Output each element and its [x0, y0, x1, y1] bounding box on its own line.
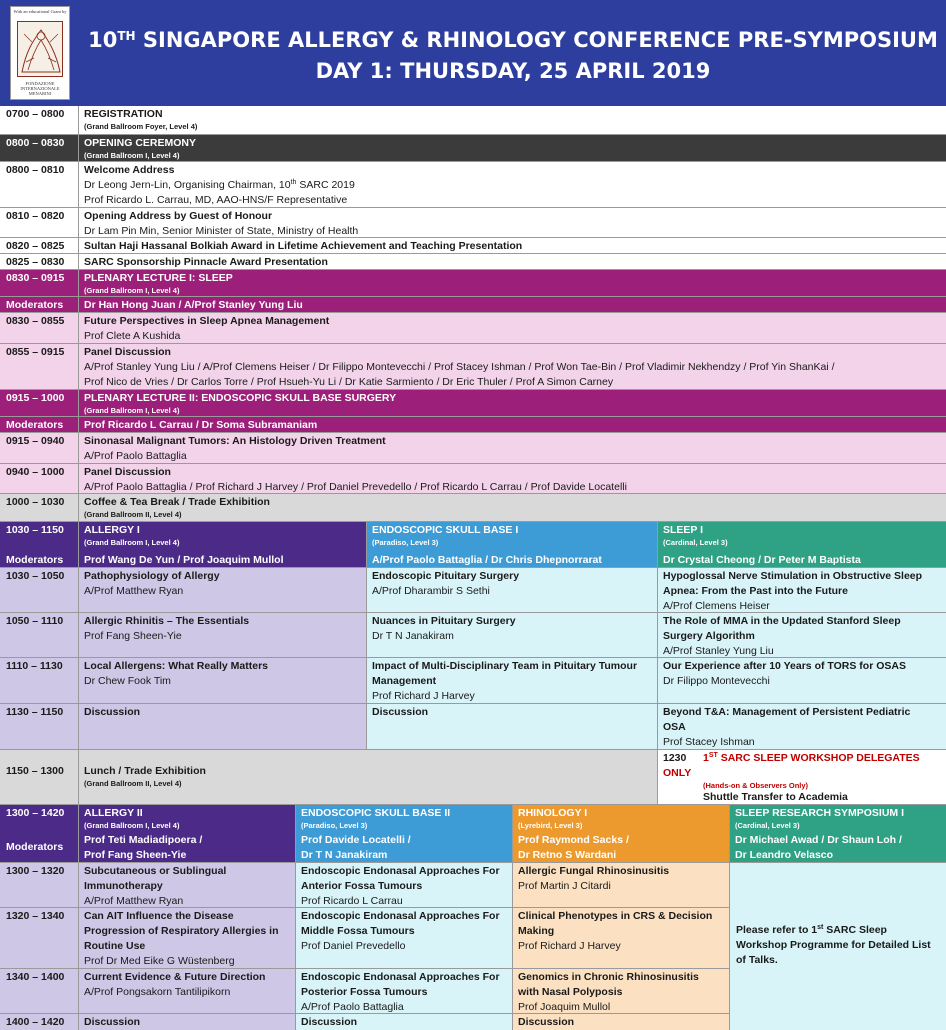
talk-title: Sinonasal Malignant Tumors: An Histology Driven Treatment — [84, 435, 386, 447]
workshop-subtitle: (Hands-on & Observers Only) — [703, 781, 809, 790]
talk-title: Beyond T&A: Management of Persistent Pediatric — [663, 706, 911, 718]
session-cell — [78, 750, 657, 804]
venue: (Grand Ballroom I, Level 4) — [84, 406, 180, 415]
speaker: Prof Fang Sheen-Yie — [84, 630, 182, 642]
moderators-label: Moderators — [0, 832, 78, 862]
talk-title: Endoscopic Endonasal Approaches For — [301, 971, 500, 983]
talk-title: Pathophysiology of Allergy — [84, 570, 220, 582]
talk-title: Management — [372, 675, 437, 687]
venue: (Grand Ballroom II, Level 4) — [84, 779, 182, 788]
talk-title: Local Allergens: What Really Matters — [84, 660, 268, 672]
talk-cell — [78, 908, 295, 968]
talk-title: Immunotherapy — [84, 880, 163, 892]
talk-cell — [512, 969, 729, 1013]
row-session2-header — [0, 805, 946, 832]
talk-title: Hypoglossal Nerve Stimulation in Obstructive Sleep — [663, 570, 923, 582]
time-cell: 1000 – 1030 — [6, 496, 65, 508]
time-cell: 0915 – 1000 — [6, 392, 65, 404]
talk-cell — [657, 568, 946, 612]
talk-title: with Nasal Polyposis — [518, 986, 623, 998]
talk-cell — [366, 658, 657, 703]
logo-grant-text: With an educational Grant by — [13, 9, 67, 14]
sleep-research-note: Please refer to 1st SARC Sleep Workshop Programme for Detailed List of Talks. — [736, 924, 931, 966]
speaker: Dr T N Janakiram — [372, 630, 454, 642]
venue: (Grand Ballroom I, Level 4) — [84, 821, 180, 830]
speaker: A/Prof Paolo Battaglia — [301, 1001, 404, 1013]
session-title: PLENARY LECTURE I: SLEEP — [84, 272, 233, 284]
row-session1-moderators — [0, 552, 946, 568]
time-cell: 1030 – 1150 — [0, 522, 78, 552]
menarini-logo — [10, 6, 70, 100]
venue: (Grand Ballroom Foyer, Level 4) — [84, 122, 198, 131]
speaker: Prof Stacey Ishman — [663, 736, 755, 748]
speaker: A/Prof Clemens Heiser — [663, 600, 770, 612]
track-title: ALLERGY I — [84, 524, 140, 536]
sleep-workshop-cell — [657, 750, 946, 804]
row-plenary-sleep — [0, 270, 946, 297]
session-title: Welcome Address — [84, 164, 175, 176]
row-session1-slot1 — [0, 568, 946, 613]
conference-header — [0, 0, 946, 106]
moderators-names: Dr Michael Awad / Dr Shaun Loh / Dr Leandro Velasco — [729, 832, 946, 862]
talk-title: Surgery Algorithm — [663, 630, 755, 642]
speaker: A/Prof Paolo Battaglia — [84, 450, 187, 462]
talk-title: Discussion — [78, 1014, 295, 1030]
talk-cell — [512, 908, 729, 968]
time-cell: 0810 – 0820 — [6, 210, 65, 222]
page-subtitle: DAY 1: THURSDAY, 25 APRIL 2019 — [315, 59, 711, 83]
speaker: Prof Joaquim Mullol — [518, 1001, 611, 1013]
talk-title: Impact of Multi-Disciplinary Team in Pituitary Tumour — [372, 660, 638, 672]
venue: (Grand Ballroom I, Level 4) — [84, 286, 180, 295]
workshop-time: 1230 — [663, 752, 687, 764]
row-opening-ceremony — [0, 135, 946, 162]
moderators-names: A/Prof Paolo Battaglia / Dr Chris Dhepnorrarat — [366, 552, 657, 567]
speaker: Prof Dr Med Eike G Wüstenberg — [84, 955, 235, 967]
time-cell: 1340 – 1400 — [0, 969, 78, 1013]
session-cell — [78, 208, 946, 237]
venue: (Paradiso, Level 3) — [372, 538, 439, 547]
talk-title: Allergic Rhinitis – The Essentials — [84, 615, 250, 627]
session-cell — [78, 162, 946, 207]
row-session2-slot3 — [0, 969, 729, 1014]
time-cell: 1110 – 1130 — [0, 658, 78, 703]
talk-cell — [657, 658, 946, 703]
talk-title: Making — [518, 925, 555, 937]
time-cell: 1150 – 1300 — [0, 750, 78, 804]
talk-cell — [78, 568, 366, 612]
row-lunch — [0, 750, 946, 805]
talk-cell — [657, 613, 946, 657]
speaker: Prof Martin J Citardi — [518, 880, 611, 892]
shuttle-title: Shuttle Transfer to Academia — [703, 791, 848, 803]
speaker: A/Prof Matthew Ryan — [84, 895, 184, 907]
moderators-names: Dr Crystal Cheong / Dr Peter M Baptista — [657, 552, 946, 567]
sleep-research-note-cell — [729, 863, 946, 1030]
panelists: A/Prof Paolo Battaglia / Prof Richard J Harvey / Prof Daniel Prevedello / Prof Ricardo L Carrau / Prof Davide Locatelli — [84, 481, 627, 493]
time-cell: 0800 – 0810 — [6, 164, 65, 176]
row-coffee-break — [0, 494, 946, 522]
speaker: A/Prof Matthew Ryan — [84, 585, 184, 597]
time-cell: 1130 – 1150 — [0, 704, 78, 749]
track-allergy-2 — [78, 805, 295, 832]
session-cell — [78, 344, 946, 389]
row-session1-header — [0, 522, 946, 552]
moderators-names: Prof Davide Locatelli / Dr T N Janakiram — [295, 832, 512, 862]
talk-title: OSA — [663, 721, 686, 733]
talk-title: Allergic Fungal Rhinosinusitis — [518, 865, 670, 877]
talk-cell — [295, 969, 512, 1013]
time-cell: 1400 – 1420 — [0, 1014, 78, 1030]
session-title: OPENING CEREMONY — [84, 137, 197, 149]
moderators-label: Moderators — [0, 552, 78, 567]
session-title: Sultan Haji Hassanal Bolkiah Award in Lifetime Achievement and Teaching Presentation — [78, 238, 946, 253]
talk-title: Our Experience after 10 Years of TORS for OSAS — [663, 660, 906, 672]
speaker: Prof Ricardo L. Carrau, MD, AAO-HNS/F Representative — [84, 194, 348, 206]
talk-cell — [78, 613, 366, 657]
talk-title: Apnea: From the Past into the Future — [663, 585, 848, 597]
row-talk — [0, 313, 946, 344]
time-cell: 0800 – 0830 — [6, 137, 65, 149]
talk-title: Discussion — [295, 1014, 512, 1030]
speaker: Prof Daniel Prevedello — [301, 940, 406, 952]
session-title: Lunch / Trade Exhibition — [84, 765, 206, 777]
talk-title: Clinical Phenotypes in CRS & Decision — [518, 910, 713, 922]
panelists: A/Prof Stanley Yung Liu / A/Prof Clemens Heiser / Dr Filippo Montevecchi / Prof Stacey Ishman / Prof Won Tae-Bin / Prof Vladimir Nekhendzy / Prof Yin ShanKai / — [84, 361, 835, 373]
talk-title: Endoscopic Endonasal Approaches For — [301, 865, 500, 877]
venue: (Grand Ballroom II, Level 4) — [84, 510, 182, 519]
speaker: Dr Chew Fook Tim — [84, 675, 171, 687]
row-award-lifetime — [0, 238, 946, 254]
talk-cell — [78, 658, 366, 703]
row-session2-moderators — [0, 832, 946, 863]
logo-name-text: FONDAZIONE INTERNAZIONALE MENARINI — [20, 81, 60, 96]
talk-title: Progression of Respiratory Allergies in — [84, 925, 279, 937]
time-cell: 1050 – 1110 — [0, 613, 78, 657]
talk-title: Endoscopic Pituitary Surgery — [372, 570, 520, 582]
speaker: Prof Ricardo L Carrau — [301, 895, 403, 907]
track-title: ENDOSCOPIC SKULL BASE I — [372, 524, 519, 536]
row-welcome-address — [0, 162, 946, 208]
time-cell: 1300 – 1320 — [0, 863, 78, 907]
row-registration — [0, 106, 946, 135]
speaker: Dr Lam Pin Min, Senior Minister of State, Ministry of Health — [84, 225, 359, 237]
session-cell — [78, 433, 946, 463]
session-cell — [78, 135, 946, 161]
talk-cell — [512, 863, 729, 907]
row-moderators — [0, 297, 946, 313]
time-cell: 0830 – 0855 — [6, 315, 65, 327]
moderators-names: Prof Wang De Yun / Prof Joaquim Mullol — [78, 552, 366, 567]
row-panel — [0, 344, 946, 390]
talk-title: Panel Discussion — [84, 466, 171, 478]
talk-title: Anterior Fossa Tumours — [301, 880, 423, 892]
time-cell: 1320 – 1340 — [0, 908, 78, 968]
venue: (Paradiso, Level 3) — [301, 821, 368, 830]
track-title: ALLERGY II — [84, 807, 143, 819]
talk-cell — [295, 908, 512, 968]
talk-title: Subcutaneous or Sublingual — [84, 865, 227, 877]
talk-cell — [657, 704, 946, 749]
session-cell — [78, 313, 946, 343]
track-skull-base-1 — [366, 522, 657, 552]
speaker: Prof Clete A Kushida — [84, 330, 181, 342]
speaker: Prof Richard J Harvey — [518, 940, 621, 952]
track-title: SLEEP I — [663, 524, 704, 536]
speaker: Prof Richard J Harvey — [372, 690, 475, 702]
talk-title: Genomics in Chronic Rhinosinusitis — [518, 971, 699, 983]
venue: (Cardinal, Level 3) — [663, 538, 728, 547]
row-session1-slot4 — [0, 704, 946, 750]
session-cell — [78, 270, 946, 296]
talk-title: Discussion — [512, 1014, 729, 1030]
row-award-pinnacle — [0, 254, 946, 270]
row-moderators — [0, 417, 946, 433]
venue: (Cardinal, Level 3) — [735, 821, 800, 830]
session-title: Opening Address by Guest of Honour — [84, 210, 273, 222]
track-sleep-research-1 — [729, 805, 946, 832]
time-cell: 0855 – 0915 — [6, 346, 65, 358]
venue: (Grand Ballroom I, Level 4) — [84, 151, 180, 160]
moderators-names: Prof Raymond Sacks / Dr Retno S Wardani — [512, 832, 729, 862]
session-title: Coffee & Tea Break / Trade Exhibition — [84, 496, 270, 508]
talk-cell — [78, 969, 295, 1013]
talk-title: Discussion — [78, 704, 366, 749]
talk-title: Panel Discussion — [84, 346, 171, 358]
talk-title: Posterior Fossa Tumours — [301, 986, 428, 998]
speaker: A/Prof Dharambir S Sethi — [372, 585, 490, 597]
track-title: RHINOLOGY I — [518, 807, 588, 819]
talk-title: Endoscopic Endonasal Approaches For — [301, 910, 500, 922]
track-skull-base-2 — [295, 805, 512, 832]
time-cell: 1300 – 1420 — [0, 805, 78, 832]
time-cell: 1030 – 1050 — [0, 568, 78, 612]
talk-cell — [366, 613, 657, 657]
time-cell: 0700 – 0800 — [6, 108, 65, 120]
talk-title: Discussion — [366, 704, 657, 749]
logo-artwork — [17, 21, 63, 77]
moderators-label: Moderators — [6, 419, 64, 431]
time-cell: 0915 – 0940 — [6, 435, 65, 447]
moderators-names: Dr Han Hong Juan / A/Prof Stanley Yung Liu — [78, 297, 946, 312]
talk-title: Middle Fossa Tumours — [301, 925, 415, 937]
talk-title: The Role of MMA in the Updated Stanford Sleep — [663, 615, 901, 627]
time-cell: 0825 – 0830 — [6, 256, 65, 268]
speaker: A/Prof Stanley Yung Liu — [663, 645, 774, 657]
panelists: Prof Nico de Vries / Dr Carlos Torre / Prof Hsueh-Yu Li / Dr Katie Sarmiento / Dr Eric Thuler / Prof A Simon Carney — [84, 376, 614, 388]
talk-cell — [78, 863, 295, 907]
talk-cell — [295, 863, 512, 907]
speaker: Dr Filippo Montevecchi — [663, 675, 770, 687]
moderators-label: Moderators — [6, 299, 64, 311]
talk-title: Future Perspectives in Sleep Apnea Management — [84, 315, 330, 327]
moderators-names: Prof Teti Madiadipoera / Prof Fang Sheen-Yie — [78, 832, 295, 862]
track-rhinology-1 — [512, 805, 729, 832]
session-cell — [78, 464, 946, 493]
track-title: SLEEP RESEARCH SYMPOSIUM I — [735, 807, 905, 819]
talk-title: Nuances in Pituitary Surgery — [372, 615, 516, 627]
moderators-names: Prof Ricardo L Carrau / Dr Soma Subramaniam — [78, 417, 946, 432]
time-cell: 0820 – 0825 — [6, 240, 65, 252]
row-opening-address — [0, 208, 946, 238]
row-session2-slot2 — [0, 908, 729, 969]
row-plenary-skull-base — [0, 390, 946, 417]
track-allergy-1 — [78, 522, 366, 552]
row-session1-slot3 — [0, 658, 946, 704]
talk-title: Routine Use — [84, 940, 146, 952]
workshop-title: 1ST SARC SLEEP WORKSHOP DELEGATES ONLY — [663, 752, 920, 779]
row-talk — [0, 433, 946, 464]
session-cell — [78, 106, 946, 134]
venue: (Grand Ballroom I, Level 4) — [84, 538, 180, 547]
session-title: PLENARY LECTURE II: ENDOSCOPIC SKULL BASE SURGERY — [84, 392, 397, 404]
track-sleep-1 — [657, 522, 946, 552]
track-title: ENDOSCOPIC SKULL BASE II — [301, 807, 451, 819]
speaker: A/Prof Pongsakorn Tantilipikorn — [84, 986, 231, 998]
talk-title: Can AIT Influence the Disease — [84, 910, 234, 922]
row-session2-slot4 — [0, 1014, 729, 1030]
venue: (Lyrebird, Level 3) — [518, 821, 583, 830]
row-panel — [0, 464, 946, 494]
session-cell — [78, 390, 946, 416]
session-title: REGISTRATION — [84, 108, 163, 120]
speaker: Dr Leong Jern-Lin, Organising Chairman, 10th SARC 2019 — [84, 179, 355, 191]
time-cell: 0830 – 0915 — [6, 272, 65, 284]
talk-cell — [366, 568, 657, 612]
session-cell — [78, 494, 946, 521]
row-session1-slot2 — [0, 613, 946, 658]
row-session2-slot1 — [0, 863, 729, 908]
page-title: 10TH SINGAPORE ALLERGY & RHINOLOGY CONFERENCE PRE-SYMPOSIUM — [88, 28, 938, 52]
session-title: SARC Sponsorship Pinnacle Award Presentation — [78, 254, 946, 269]
time-cell: 0940 – 1000 — [6, 466, 65, 478]
talk-title: Current Evidence & Future Direction — [84, 971, 266, 983]
